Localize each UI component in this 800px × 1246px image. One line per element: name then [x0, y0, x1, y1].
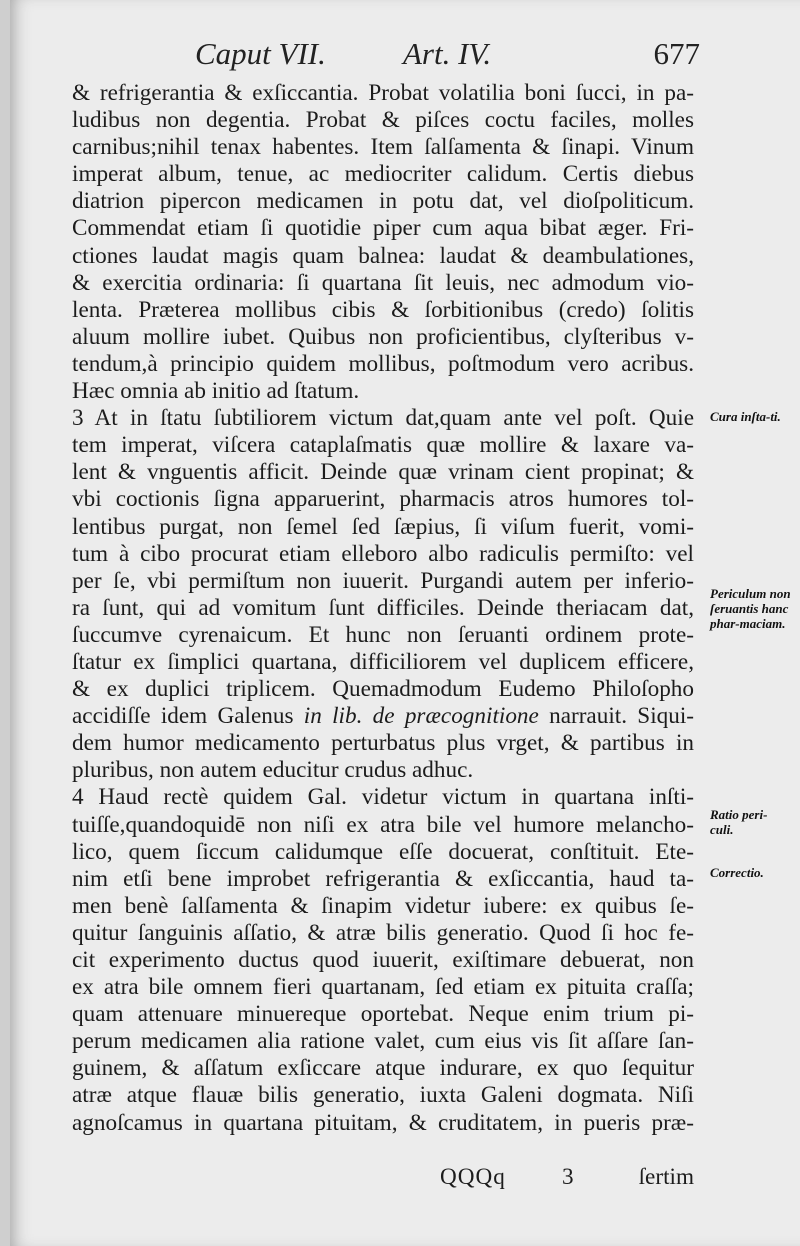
text-line: quam attenuare minuereque oportebat. Neque enim trium pi-	[72, 1001, 694, 1028]
text-line: Commendat etiam ſi quotidie piper cum aqua bibat æger. Fri-	[72, 215, 694, 242]
margin-note-text: Ratio peri-culi.	[710, 807, 768, 837]
text-line: & exercitia ordinaria: ſi quartana ſit leuis, nec admodum vio-	[72, 269, 694, 296]
text-line: lent & vnguentis afficit. Deinde quæ vrinam cient propinat; &	[72, 459, 694, 486]
book-page	[10, 0, 800, 1246]
text-line: cit experimento ductus quod iuuerit, exiſtimare debuerat, non	[72, 947, 694, 973]
text-line-segment: accidiſſe idem Galenus	[72, 703, 304, 730]
text-line	[72, 703, 694, 730]
text-line: nim etſi bene improbet refrigerantia & exſiccantia, haud ta-	[72, 865, 694, 892]
text-line: ra ſunt, qui ad vomitum ſunt difficiles. Deinde theriacam dat,	[72, 594, 694, 621]
text-line: tuiſſe,quandoquidē non niſi ex atra bile vel humore melancho-	[72, 811, 694, 838]
text-line: Hæc omnia ab initio ad ſtatum.	[72, 378, 360, 405]
text-line: lentibus purgat, non ſemel ſed ſæpius, ſi viſum fuerit, vomi-	[72, 513, 694, 540]
text-line: ſtatur ex ſimplici quartana, difficiliorem vel duplicem efficere,	[72, 648, 694, 675]
margin-note-correctio	[710, 865, 800, 880]
text-line: ex atra bile omnem fieri quartanam, ſed etiam ex pituita craſſa;	[72, 974, 694, 1001]
italic-reference: in lib. de præcognitione	[303, 703, 539, 730]
text-line: ludibus non degentia. Probat & piſces coctu faciles, molles	[72, 107, 694, 134]
running-header	[195, 36, 700, 80]
text-line: ſuccumve cyrenaicum. Et hunc non ſeruanti ordinem prote-	[72, 621, 694, 648]
text-line: quitur ſanguinis aſſatio, & atræ bilis generatio. Quod ſi hoc fe-	[72, 919, 694, 946]
text-line: dem humor medicamento perturbatus plus vrget, & partibus in	[72, 730, 694, 757]
text-line: tendum,à principio quidem mollibus, poſtmodum vero acribus.	[72, 350, 694, 377]
text-line: diatrion pipercon medicamen in potu dat, vel dioſpoliticum.	[72, 188, 694, 215]
main-text-block	[72, 80, 694, 1137]
margin-note-cura-instanti	[710, 409, 800, 424]
text-line: per ſe, vbi permiſtum non iuuerit. Purgandi autem per inferio-	[72, 567, 694, 594]
text-line: guinem, & aſſatum exſiccare atque indurare, ex quo ſequitur	[72, 1055, 694, 1082]
text-line: & refrigerantia & exſiccantia. Probat volatilia boni ſucci, in pa-	[72, 80, 694, 106]
text-line: carnibus;nihil tenax habentes. Item ſalſamenta & ſinapi. Vinum	[72, 134, 694, 161]
text-line: atræ atque flauæ bilis generatio, iuxta Galeni dogmata. Niſi	[72, 1082, 694, 1109]
text-line: tem imperat, viſcera cataplaſmatis quæ mollire & laxare va-	[72, 432, 694, 459]
page-number: 677	[653, 36, 700, 71]
text-line: agnoſcamus in quartana pituitam, & cruditatem, in pueris præ-	[72, 1109, 694, 1136]
text-line: pluribus, non autem educitur crudus adhuc.	[72, 757, 474, 784]
catchword: ſertim	[638, 1164, 694, 1190]
header-article: Art. IV.	[403, 36, 492, 71]
page-footer	[72, 1164, 694, 1196]
text-line: 4 Haud rectè quidem Gal. videtur victum in quartana inſti-	[72, 784, 694, 811]
margin-note-periculum	[710, 586, 800, 631]
text-line: aluum mollire iubet. Quibus non proficientibus, clyſteribus v-	[72, 323, 694, 350]
signature-mark: QQQq	[440, 1164, 506, 1190]
text-line: 3 At in ſtatu ſubtiliorem victum dat,quam ante vel poſt. Quie	[72, 405, 694, 432]
text-line: lenta. Præterea mollibus cibis & ſorbitionibus (credo) ſolitis	[72, 296, 694, 323]
text-line: ctiones laudat magis quam balnea: laudat & deambulationes,	[72, 242, 694, 269]
text-line: men benè ſalſamenta & ſinapim videtur iubere: ex quibus ſe-	[72, 892, 694, 919]
signature-number: 3	[562, 1164, 574, 1190]
header-caput: Caput VII.	[195, 36, 326, 71]
margin-note-text: Cura inſta-ti.	[710, 409, 781, 424]
text-line: vbi coctionis ſigna apparuerint, pharmacis atros humores tol-	[72, 486, 694, 513]
text-line: tum à cibo procurat etiam elleboro albo radiculis permiſto: vel	[72, 540, 694, 567]
text-line-segment: narrauit. Siqui-	[538, 703, 694, 730]
margin-note-text: Correctio.	[710, 865, 764, 880]
text-line: imperat album, tenue, ac mediocriter calidum. Certis diebus	[72, 161, 694, 188]
text-line: perum medicamen alia ratione valet, cum eius vis ſit aſſare ſan-	[72, 1028, 694, 1055]
margin-note-text: Periculum non ſeruantis hanc phar-maciam.	[710, 586, 791, 631]
text-line: & ex duplici triplicem. Quemadmodum Eudemo Philoſopho	[72, 676, 694, 703]
margin-note-ratio-periculi	[710, 807, 790, 837]
text-line: lico, quem ſiccum calidumque eſſe docuerat, conſtituit. Ete-	[72, 838, 694, 865]
